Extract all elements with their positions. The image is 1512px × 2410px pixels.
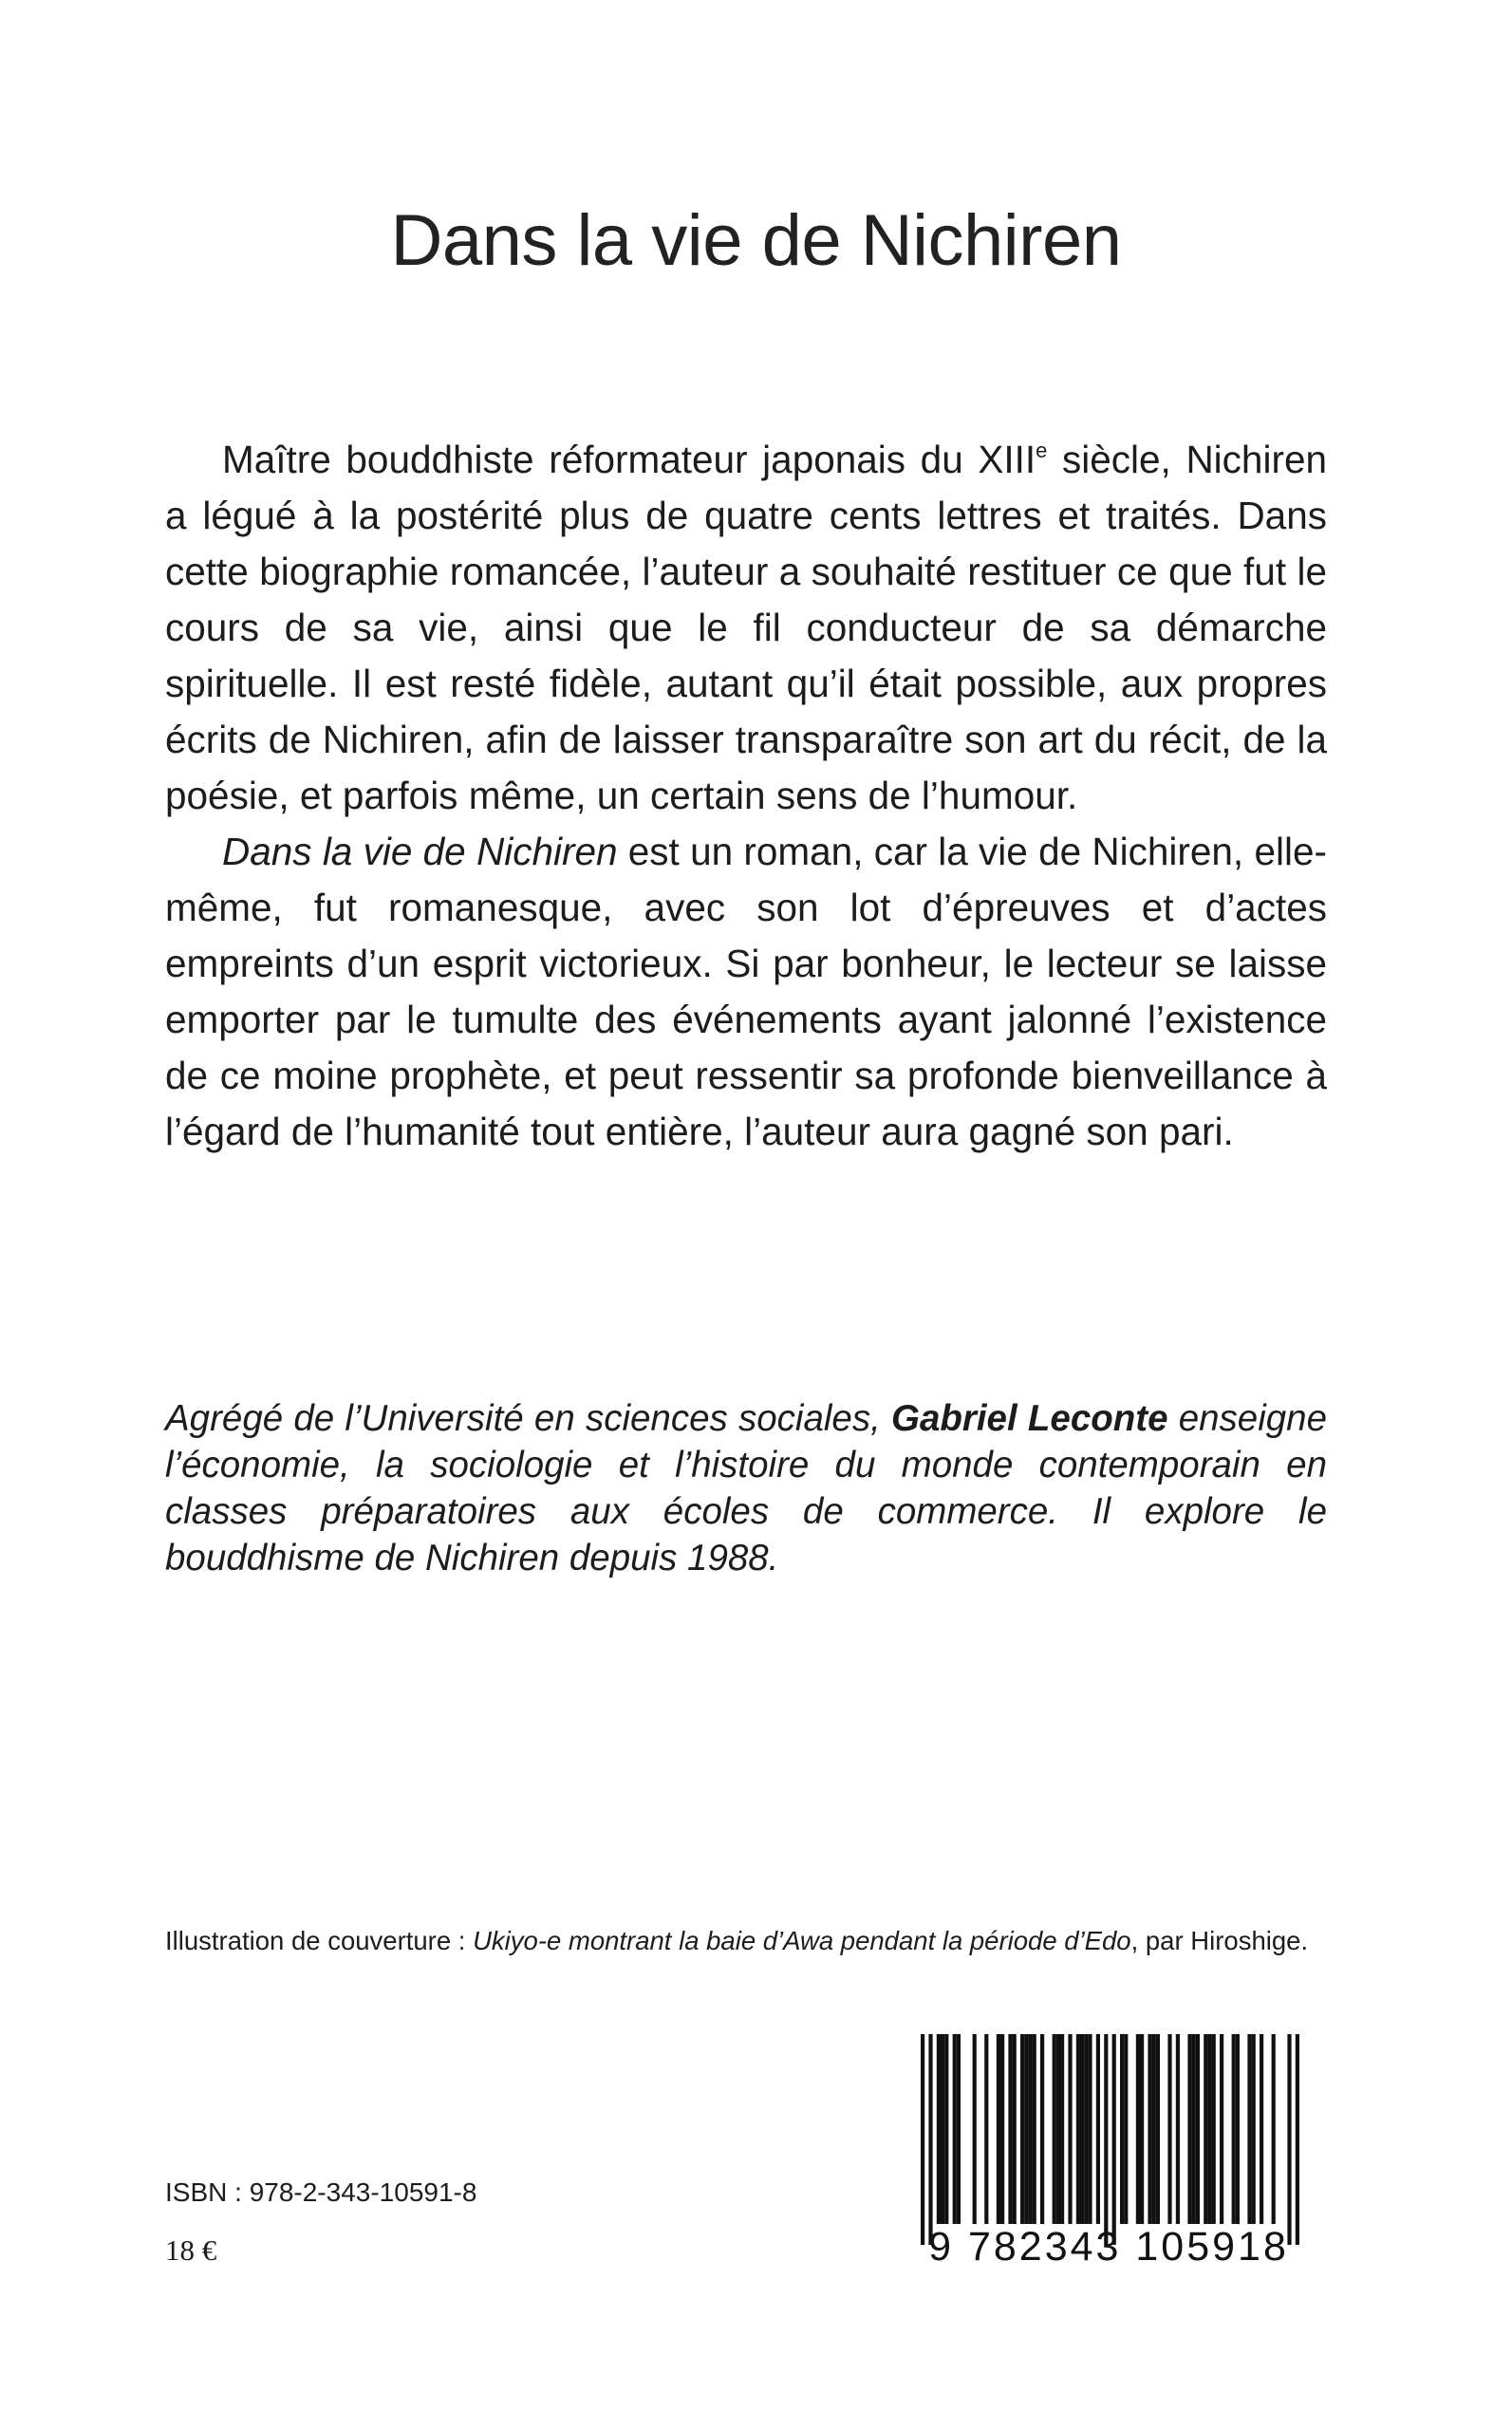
blurb-p1-end: siècle, Nichiren a légué à la postérité plus de quatre cents lettres et traités. Dans cette biographie romancée, l’auteur a souhaité restituer ce que fut le cours de sa vie, ainsi que le fil conducteur de sa démarche spirituelle. Il est resté fidèle, autant qu’il était possible, aux propres écrits de Nichiren, afin de laisser transparaître son art du récit, de la poésie, et parfois même, un certain sens de l’humour. xyxy=(165,438,1327,817)
barcode-bar xyxy=(1088,2034,1092,2224)
barcode-bar xyxy=(1207,2034,1211,2224)
barcode-bar xyxy=(1068,2034,1072,2224)
barcode-bar xyxy=(1028,2034,1032,2224)
barcode-bar xyxy=(957,2034,961,2224)
barcode-bar xyxy=(1013,2034,1017,2224)
barcode-bar xyxy=(1176,2034,1180,2224)
barcode-bar xyxy=(1247,2034,1251,2224)
barcode-bar xyxy=(1040,2034,1044,2224)
credit-label: Illustration de couverture : xyxy=(165,1926,474,1955)
barcode-bar xyxy=(1272,2034,1276,2224)
barcode-bars xyxy=(914,2034,1303,2245)
barcode-bar xyxy=(921,2034,924,2245)
barcode-bar xyxy=(1056,2034,1060,2224)
barcode-bar xyxy=(1167,2034,1171,2224)
barcode-bar xyxy=(1008,2034,1012,2224)
barcode-bar xyxy=(1196,2034,1200,2224)
barcode-bar xyxy=(1096,2034,1100,2224)
barcode-bar xyxy=(937,2034,941,2224)
barcode-bar xyxy=(1024,2034,1028,2224)
blurb-paragraph-1 xyxy=(165,432,1327,824)
author-bio-end: enseigne l’économie, la sociologie et l’histoire du monde contemporain en classes préparatoires aux écoles de commerce. Il explore le bouddhisme de Nichiren depuis 1988. xyxy=(165,1398,1327,1579)
isbn-text: ISBN : 978-2-343-10591-8 xyxy=(165,2177,477,2207)
book-title: Dans la vie de Nichiren xyxy=(390,200,1122,281)
author-bio xyxy=(165,1395,1327,1581)
barcode-bar xyxy=(1053,2034,1056,2224)
barcode-bar xyxy=(1112,2034,1116,2245)
barcode-bar xyxy=(1104,2034,1108,2245)
barcode-bar xyxy=(1204,2034,1207,2224)
blurb-paragraph-2 xyxy=(165,824,1327,1160)
barcode-bar xyxy=(1156,2034,1160,2224)
barcode-bar xyxy=(1076,2034,1080,2224)
barcode-bar xyxy=(1033,2034,1036,2224)
barcode xyxy=(899,2025,1318,2275)
barcode-bar xyxy=(1287,2034,1291,2245)
barcode-bar xyxy=(1252,2034,1256,2224)
blurb-p2-rest: est un roman, car la vie de Nichiren, elle- même, fut romanesque, avec son lot d’épreuves et d’actes empreints d’un esprit victorieux. Si par bonheur, le lecteur se laisse emporter par le tumulte des événements ayant jalonné l’existence de ce moine prophète, et peut ressentir sa profonde bienveillance à l’égard de l’humanité tout entière, l’auteur aura gagné son pari. xyxy=(165,830,1327,1153)
barcode-bar xyxy=(1136,2034,1140,2224)
price-text: 18 € xyxy=(165,2233,217,2267)
barcode-bar xyxy=(1296,2034,1299,2245)
back-cover-blurb xyxy=(165,432,1327,1160)
barcode-digits: 9 782343 105918 xyxy=(928,2224,1289,2270)
barcode-bar xyxy=(953,2034,957,2224)
barcode-bar xyxy=(1120,2034,1124,2224)
barcode-bar xyxy=(973,2034,977,2224)
barcode-bar xyxy=(928,2034,932,2245)
barcode-bar xyxy=(1187,2034,1191,2224)
blurb-p1-start: Maître bouddhiste réformateur japonais du XIII xyxy=(222,438,1036,481)
barcode-bar xyxy=(1236,2034,1240,2224)
barcode-bar xyxy=(1148,2034,1151,2224)
barcode-bar xyxy=(944,2034,948,2224)
credit-work-title: Ukiyo-e montrant la baie d’Awa pendant la période d’Edo xyxy=(473,1926,1131,1955)
cover-illustration-credit xyxy=(165,1921,1327,1960)
barcode-bar xyxy=(1060,2034,1064,2224)
author-bio-start: Agrégé de l’Université en sciences sociales, xyxy=(165,1398,891,1439)
barcode-bar xyxy=(1220,2034,1223,2224)
barcode-bar xyxy=(997,2034,1000,2224)
barcode-bar xyxy=(984,2034,988,2224)
barcode-bar xyxy=(1260,2034,1263,2224)
barcode-bar xyxy=(1140,2034,1144,2224)
century-superscript: e xyxy=(1036,439,1048,462)
barcode-bar xyxy=(1152,2034,1156,2224)
barcode-bar xyxy=(1212,2034,1216,2224)
barcode-bar xyxy=(941,2034,944,2224)
blurb-title-italic: Dans la vie de Nichiren xyxy=(222,830,618,873)
barcode-bar xyxy=(1232,2034,1236,2224)
credit-artist: , par Hiroshige. xyxy=(1130,1926,1309,1955)
barcode-bar xyxy=(1080,2034,1084,2224)
barcode-bar xyxy=(1000,2034,1004,2224)
barcode-bar xyxy=(1084,2034,1088,2224)
barcode-bar xyxy=(1124,2034,1128,2224)
barcode-bar xyxy=(1192,2034,1196,2224)
author-name: Gabriel Leconte xyxy=(891,1398,1168,1439)
barcode-bar xyxy=(1020,2034,1024,2224)
